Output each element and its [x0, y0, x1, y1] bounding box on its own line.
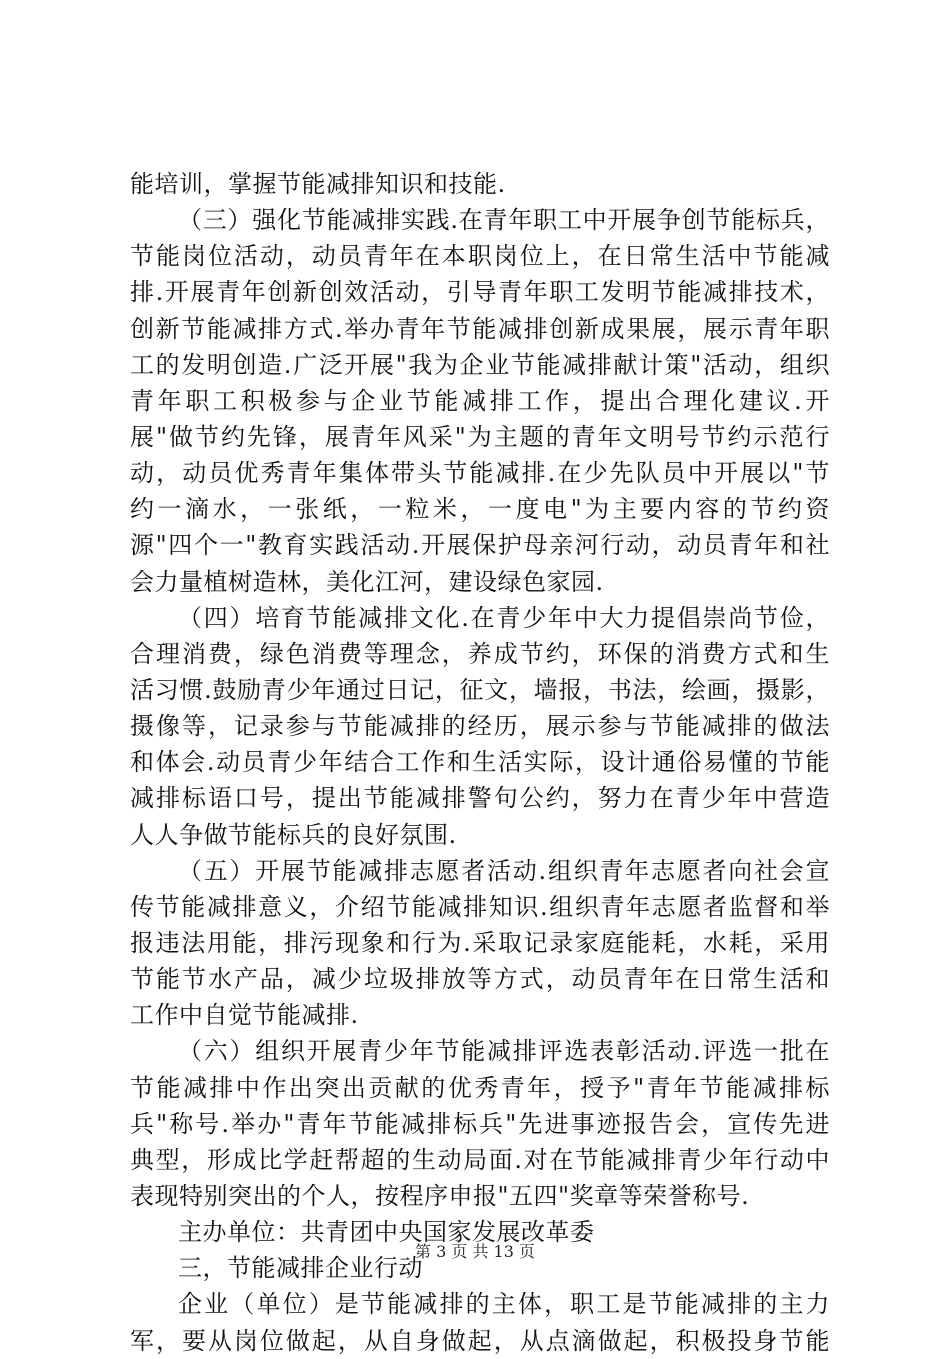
text-line: 节能岗位活动，动员青年在本职岗位上，在日常生活中节能减 [130, 242, 830, 271]
text-line: 活习惯.鼓励青少年通过日记，征文，墙报，书法，绘画，摄影， [130, 675, 830, 704]
text-line: 动，动员优秀青年集体带头节能减排.在少先队员中开展以"节 [130, 459, 830, 488]
text-line: 主办单位：共青团中央国家发展改革委 [178, 1218, 595, 1247]
text-line: 展"做节约先锋，展青年风采"为主题的青年文明号节约示范行 [130, 422, 830, 451]
text-line: 企业（单位）是节能减排的主体，职工是节能减排的主力 [178, 1290, 830, 1319]
text-line: 报违法用能，排污现象和行为.采取记录家庭能耗，水耗，采用 [130, 928, 830, 957]
text-line: 青年职工积极参与企业节能减排工作，提出合理化建议.开 [130, 386, 830, 415]
text-line: 典型，形成比学赶帮超的生动局面.对在节能减排青少年行动中 [130, 1145, 830, 1174]
text-line: 会力量植树造林，美化江河，建设绿色家园. [130, 567, 604, 596]
text-line: 工的发明创造.广泛开展"我为企业节能减排献计策"活动，组织 [130, 350, 830, 379]
text-line: （五）开展节能减排志愿者活动.组织青年志愿者向社会宣 [178, 856, 830, 885]
text-line: 工作中自觉节能减排. [130, 1001, 359, 1030]
text-line: 能培训，掌握节能减排知识和技能. [130, 170, 506, 198]
text-line: 节能减排中作出突出贡献的优秀青年，授予"青年节能减排标 [130, 1073, 830, 1102]
text-line: 军，要从岗位做起，从自身做起，从点滴做起，积极投身节能 [130, 1326, 830, 1355]
text-line: 合理消费，绿色消费等理念，养成节约，环保的消费方式和生 [130, 639, 830, 668]
document-body [130, 166, 830, 1359]
text-line: 传节能减排意义，介绍节能减排知识.组织青年志愿者监督和举 [130, 892, 830, 921]
text-line: 人人争做节能标兵的良好氛围. [130, 820, 457, 849]
text-line: 源"四个一"教育实践活动.开展保护母亲河行动，动员青年和社 [130, 531, 830, 560]
text-line: 兵"称号.举办"青年节能减排标兵"先进事迹报告会，宣传先进 [130, 1109, 830, 1138]
text-line: 摄像等，记录参与节能减排的经历，展示参与节能减排的做法 [130, 712, 830, 741]
text-line: 排.开展青年创新创效活动，引导青年职工发明节能减排技术， [130, 278, 830, 307]
text-line: 减排标语口号，提出节能减排警句公约，努力在青少年中营造 [130, 784, 830, 813]
text-line: 节能节水产品，减少垃圾排放等方式，动员青年在日常生活和 [130, 965, 830, 994]
text-line: （三）强化节能减排实践.在青年职工中开展争创节能标兵， [178, 206, 830, 235]
text-line: 创新节能减排方式.举办青年节能减排创新成果展，展示青年职 [130, 314, 830, 343]
page-number-footer: 第 3 页 共 13 页 [415, 1242, 535, 1261]
text-line: 约一滴水，一张纸，一粒米，一度电"为主要内容的节约资 [130, 495, 830, 524]
text-line: （四）培育节能减排文化.在青少年中大力提倡崇尚节俭， [178, 603, 830, 632]
text-line: 三，节能减排企业行动 [178, 1254, 423, 1283]
text-line: （六）组织开展青少年节能减排评选表彰活动.评选一批在 [178, 1037, 830, 1066]
text-line: 和体会.动员青少年结合工作和生活实际，设计通俗易懂的节能 [130, 748, 830, 777]
text-line: 表现特别突出的个人，按程序申报"五四"奖章等荣誉称号. [130, 1181, 750, 1210]
